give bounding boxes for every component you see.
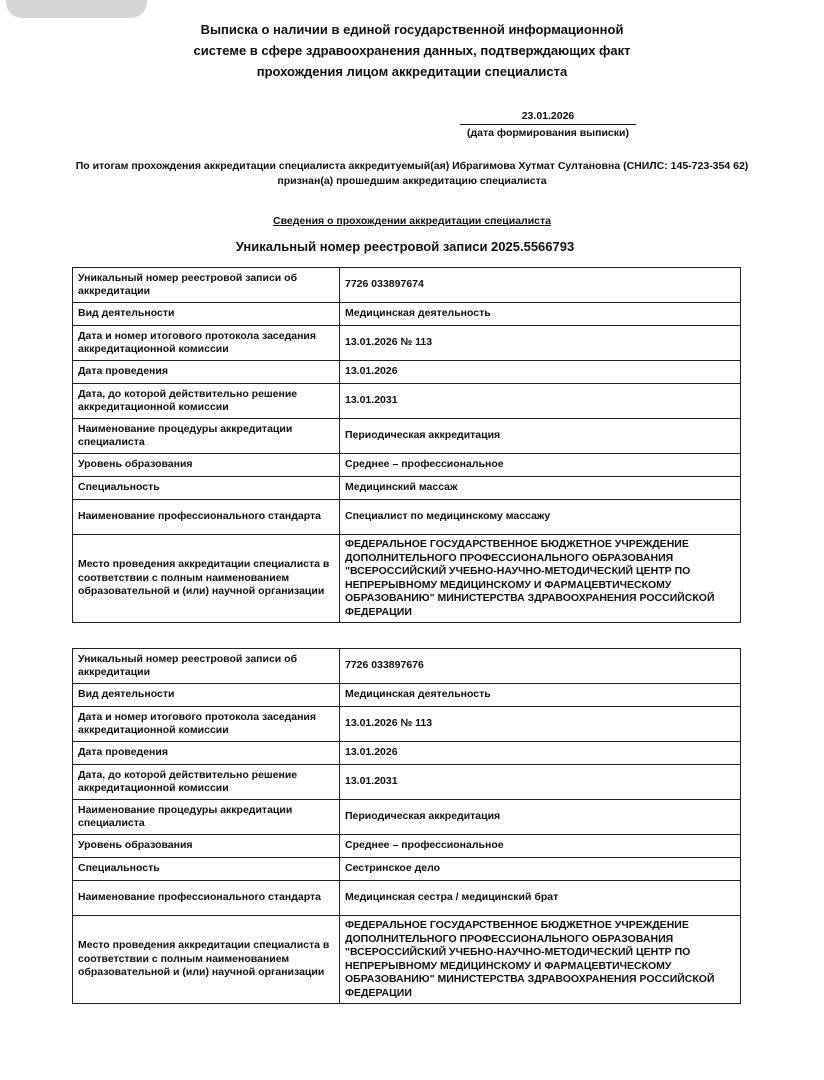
row-value: Периодическая аккредитация [340,800,741,835]
row-label: Наименование профессионального стандарта [73,881,340,916]
table-row [73,858,741,881]
row-label: Наименование процедуры аккредитации специалиста [73,800,340,835]
row-label: Место проведения аккредитации специалиста в соответствии с полным наименованием образовательной и (или) научной организации [73,916,340,1004]
issue-date-block [460,110,636,140]
row-label: Наименование процедуры аккредитации специалиста [73,419,340,454]
row-value: Периодическая аккредитация [340,419,741,454]
row-label: Специальность [73,477,340,500]
issue-date-caption: (дата формирования выписки) [467,127,629,139]
intro-paragraph: По итогам прохождения аккредитации специалиста аккредитуемый(ая) Ибрагимова Хутмат Султановна (СНИЛС: 145-723-354 62) признан(а) прошедшим аккредитацию специалиста [75,160,749,187]
table-row [73,835,741,858]
row-value: ФЕДЕРАЛЬНОЕ ГОСУДАРСТВЕННОЕ БЮДЖЕТНОЕ УЧРЕЖДЕНИЕ ДОПОЛНИТЕЛЬНОГО ПРОФЕССИОНАЛЬНОГО ОБРАЗОВАНИЯ "ВСЕРОССИЙСКИЙ УЧЕБНО-НАУЧНО-МЕТОДИЧЕСКИЙ ЦЕНТР ПО НЕПРЕРЫВНОМУ МЕДИЦИНСКОМУ И ФАРМАЦЕВТИЧЕСКОМУ ОБРАЗОВАНИЮ" МИНИСТЕРСТВА ЗДРАВООХРАНЕНИЯ РОССИЙСКОЙ ФЕДЕРАЦИИ [340,535,741,623]
row-value: 13.01.2026 № 113 [340,707,741,742]
table-row [73,535,741,623]
table-row [73,419,741,454]
table-row [73,800,741,835]
row-label: Уникальный номер реестровой записи об аккредитации [73,268,340,303]
row-value: Среднее – профессиональное [340,835,741,858]
table-row [73,649,741,684]
registry-number-heading: Уникальный номер реестровой записи 2025.5566793 [235,239,575,254]
row-label: Вид деятельности [73,303,340,326]
title-line: системе в сфере здравоохранения данных, подтверждающих факт [193,43,631,58]
table-row [73,454,741,477]
table-row [73,916,741,1004]
title-line: прохождения лицом аккредитации специалиста [256,64,568,79]
row-label: Дата и номер итогового протокола заседания аккредитационной комиссии [73,326,340,361]
table-row [73,742,741,765]
table-row [73,500,741,535]
row-label: Место проведения аккредитации специалиста в соответствии с полным наименованием образовательной и (или) научной организации [73,535,340,623]
row-value: Медицинская деятельность [340,684,741,707]
row-label: Специальность [73,858,340,881]
row-value: Медицинский массаж [340,477,741,500]
row-value: Медицинская сестра / медицинский брат [340,881,741,916]
table-row [73,361,741,384]
row-value: Сестринское дело [340,858,741,881]
row-value: 13.01.2026 № 113 [340,326,741,361]
table-row [73,268,741,303]
row-value: 13.01.2031 [340,765,741,800]
row-value: 13.01.2031 [340,384,741,419]
table-row [73,684,741,707]
overlay-tab-shape [6,0,147,18]
row-label: Дата и номер итогового протокола заседания аккредитационной комиссии [73,707,340,742]
table-row [73,707,741,742]
row-value: 7726 033897674 [340,268,741,303]
issue-date: 23.01.2026 [460,110,636,125]
row-label: Наименование профессионального стандарта [73,500,340,535]
row-value: ФЕДЕРАЛЬНОЕ ГОСУДАРСТВЕННОЕ БЮДЖЕТНОЕ УЧРЕЖДЕНИЕ ДОПОЛНИТЕЛЬНОГО ПРОФЕССИОНАЛЬНОГО ОБРАЗОВАНИЯ "ВСЕРОССИЙСКИЙ УЧЕБНО-НАУЧНО-МЕТОДИЧЕСКИЙ ЦЕНТР ПО НЕПРЕРЫВНОМУ МЕДИЦИНСКОМУ И ФАРМАЦЕВТИЧЕСКОМУ ОБРАЗОВАНИЮ" МИНИСТЕРСТВА ЗДРАВООХРАНЕНИЯ РОССИЙСКОЙ ФЕДЕРАЦИИ [340,916,741,1004]
table-row [73,303,741,326]
row-value: 13.01.2026 [340,742,741,765]
table-row [73,384,741,419]
row-label: Уникальный номер реестровой записи об аккредитации [73,649,340,684]
table-row [73,765,741,800]
document-title [150,19,674,82]
row-label: Дата проведения [73,742,340,765]
row-value: Специалист по медицинскому массажу [340,500,741,535]
row-value: 13.01.2026 [340,361,741,384]
row-label: Дата, до которой действительно решение аккредитационной комиссии [73,765,340,800]
row-label: Дата проведения [73,361,340,384]
row-label: Вид деятельности [73,684,340,707]
table-row [73,477,741,500]
section-heading: Сведения о прохождении аккредитации специалиста [273,215,551,227]
row-value: Медицинская деятельность [340,303,741,326]
row-value: 7726 033897676 [340,649,741,684]
row-label: Уровень образования [73,835,340,858]
row-value: Среднее – профессиональное [340,454,741,477]
table-row [73,881,741,916]
row-label: Уровень образования [73,454,340,477]
accreditation-table [72,267,741,623]
accreditation-table [72,648,741,1004]
title-line: Выписка о наличии в единой государственной информационной [200,22,624,37]
table-row [73,326,741,361]
row-label: Дата, до которой действительно решение аккредитационной комиссии [73,384,340,419]
